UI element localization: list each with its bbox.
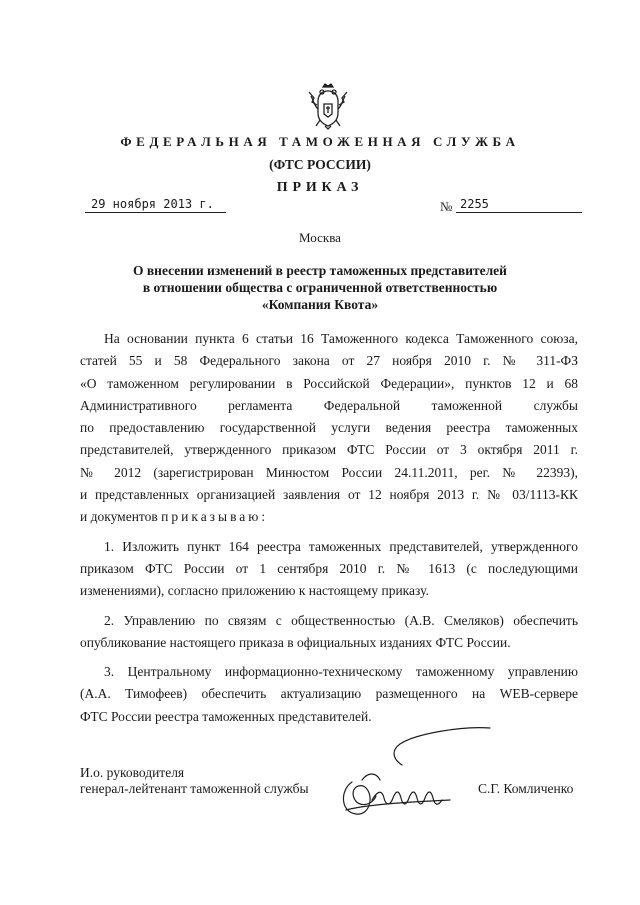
signatory-rank: генерал-лейтенант таможенной службы: [80, 781, 309, 796]
preamble-line: № 2012 (зарегистрирован Минюстом России 24.11.2011, рег. № 22393),: [80, 464, 578, 480]
issue-city: Москва: [299, 230, 341, 245]
signatory-name: С.Г. Комличенко: [478, 781, 574, 796]
agency-short-name: (ФТС РОССИИ): [269, 157, 371, 172]
preamble-line: и представленных организацией заявления от 12 ноября 2013 г. № 03/1113-КК: [80, 487, 578, 503]
number-sign: №: [440, 199, 453, 214]
order-body: [80, 328, 578, 728]
preamble-line: «О таможенном регулировании в Российской Федерации», пунктов 12 и 68: [80, 375, 578, 391]
preamble-line: На основании пункта 6 статьи 16 Таможенного кодекса Таможенного союза,: [104, 331, 578, 346]
subject-line: О внесении изменений в реестр таможенных представителей: [133, 263, 507, 278]
item1-line: изменениями), согласно приложению к настоящему приказу.: [80, 583, 429, 599]
preamble-line: по предоставлению государственной услуги ведения реестра таможенных: [80, 420, 578, 436]
preamble-closing-line: [80, 506, 578, 528]
order-word: приказываю:: [161, 509, 269, 525]
handwritten-signature: [310, 720, 500, 820]
order-subject: [0, 262, 640, 313]
item3-line: ФТС России реестра таможенных представителей.: [80, 708, 372, 724]
item1-line: 1. Изложить пункт 164 реестра таможенных представителей, утвержденного: [104, 538, 578, 554]
item3-line: (А.А. Тимофеев) обеспечить актуализацию размещенного на WEB-сервере: [80, 686, 578, 702]
subject-line: в отношении общества с ограниченной ответственностью: [142, 280, 498, 295]
preamble-line: Административного регламента Федеральной таможенной службы: [80, 397, 578, 413]
preamble-line: статей 55 и 58 Федерального закона от 27 ноября 2010 г. № 311-ФЗ: [80, 353, 578, 369]
item2-line: опубликование настоящего приказа в официальных изданиях ФТС России.: [80, 634, 511, 650]
subject-line: «Компания Квота»: [261, 297, 379, 312]
signatory-title: И.о. руководителя: [80, 765, 185, 780]
coat-of-arms-emblem: [305, 82, 351, 130]
document-type-title: ПРИКАЗ: [276, 180, 364, 195]
order-date: 29 ноября 2013 г.: [85, 197, 226, 213]
preamble-end: и документов: [80, 509, 158, 525]
agency-name: ФЕДЕРАЛЬНАЯ ТАМОЖЕННАЯ СЛУЖБА: [120, 134, 520, 149]
order-number: 2255: [456, 197, 582, 213]
item1-line: приказом ФТС России от 1 сентября 2010 г. № 1613 (с последующими: [80, 560, 578, 576]
item2-line: 2. Управлению по связям с общественностью (А.В. Смеляков) обеспечить: [104, 612, 578, 628]
item3-line: 3. Центральному информационно-техническому таможенному управлению: [104, 664, 578, 680]
preamble-line: представителей, утвержденного приказом ФТС России от 3 октября 2011 г.: [80, 442, 578, 458]
